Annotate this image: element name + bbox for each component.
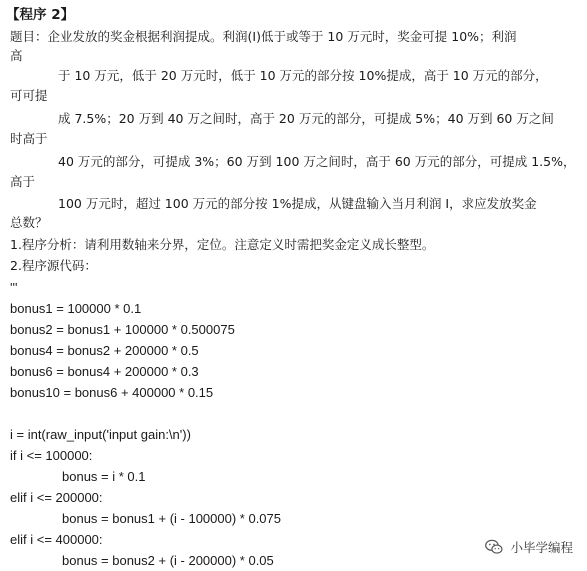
- code-line: elif i <= 200000:: [10, 490, 103, 505]
- problem-line-2b: 可可提: [10, 88, 48, 103]
- problem-line-3: 成 7.5%；20 万到 40 万之间时，高于 20 万元的部分，可提成 5%；40 万到 60 万之间: [58, 111, 554, 126]
- code-line: ''': [10, 280, 18, 295]
- problem-line-1b: 高: [10, 48, 23, 63]
- wechat-icon: [484, 537, 504, 557]
- code-line: bonus = bonus1 + (i - 100000) * 0.075: [62, 511, 281, 526]
- code-line: bonus4 = bonus2 + 200000 * 0.5: [10, 343, 199, 358]
- problem-line-2: 于 10 万元，低于 20 万元时，低于 10 万元的部分按 10%提成，高于 10 万元的部分，: [58, 68, 548, 83]
- code-line: bonus10 = bonus6 + 400000 * 0.15: [10, 385, 214, 400]
- problem-line-1: 题目：企业发放的奖金根据利润提成。利润(I)低于或等于 10 万元时，奖金可提 10%；利润: [10, 29, 517, 44]
- code-line: if i <= 100000:: [10, 448, 93, 463]
- analysis-text: 1.程序分析：请利用数轴来分界，定位。注意定义时需把奖金定义成长整型。: [10, 237, 435, 252]
- source-heading: 2.程序源代码：: [10, 258, 97, 273]
- watermark: [484, 537, 573, 557]
- watermark-text: 小毕学编程: [510, 540, 573, 555]
- code-line: bonus2 = bonus1 + 100000 * 0.500075: [10, 322, 235, 337]
- code-line: bonus = i * 0.1: [62, 469, 146, 484]
- problem-line-5: 100 万元时，超过 100 万元的部分按 1%提成，从键盘输入当月利润 I，求应发放奖金: [58, 196, 537, 211]
- code-line: i = int(raw_input('input gain:\n')): [10, 427, 191, 442]
- code-line: bonus6 = bonus4 + 200000 * 0.3: [10, 364, 199, 379]
- problem-line-4: 40 万元的部分，可提成 3%；60 万到 100 万之间时，高于 60 万元的部分，可提成 1.5%，: [58, 154, 576, 169]
- problem-line-3b: 时高于: [10, 131, 48, 146]
- problem-line-4b: 高于: [10, 174, 36, 189]
- program-title: 【程序 2】: [6, 7, 75, 23]
- code-line: elif i <= 400000:: [10, 532, 103, 547]
- code-line: bonus1 = 100000 * 0.1: [10, 301, 142, 316]
- code-line: bonus = bonus2 + (i - 200000) * 0.05: [62, 553, 274, 568]
- problem-line-5b: 总数？: [10, 215, 48, 230]
